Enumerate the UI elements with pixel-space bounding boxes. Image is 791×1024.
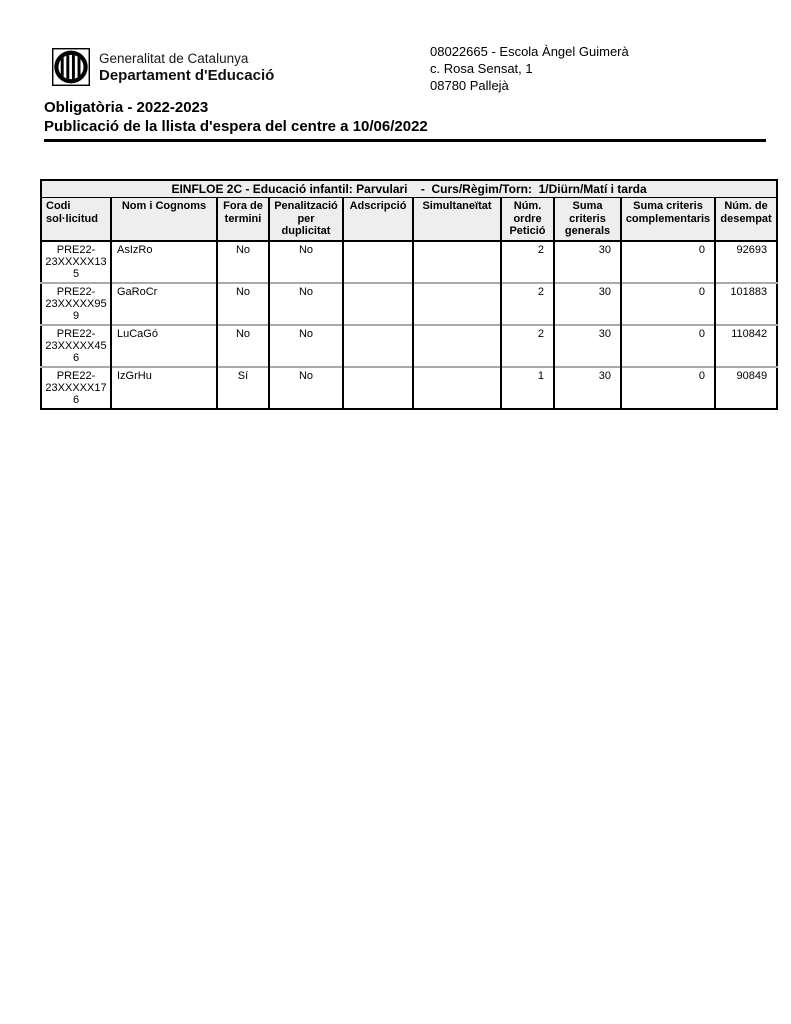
cell-penalitzacio: No <box>269 367 343 409</box>
org-name: Generalitat de Catalunya <box>99 50 249 66</box>
cell-nom-i-cognoms: LuCaGó <box>111 325 217 367</box>
column-header-adscripcio: Adscripció <box>343 198 413 241</box>
table-title: EINFLOE 2C - Educació infantil: Parvulari - Curs/Règim/Torn: 1/Diürn/Matí i tarda <box>41 180 777 198</box>
cell-penalitzacio: No <box>269 325 343 367</box>
cell-simultaneitat <box>413 241 501 283</box>
cell-adscripcio <box>343 325 413 367</box>
column-header-nom-i-cognoms: Nom i Cognoms <box>111 198 217 241</box>
publication-title: Publicació de la llista d'espera del centre a 10/06/2022 <box>44 118 428 135</box>
generalitat-logo-icon <box>52 48 90 86</box>
cell-suma-criteris-complementaris: 0 <box>621 325 715 367</box>
cell-fora-de-termini: Sí <box>217 367 269 409</box>
waiting-list-table <box>40 179 778 410</box>
waiting-list-table-wrap <box>40 179 776 410</box>
org-department: Departament d'Educació <box>99 66 275 84</box>
cell-nom-i-cognoms: IzGrHu <box>111 367 217 409</box>
cell-fora-de-termini: No <box>217 325 269 367</box>
cell-num-ordre-peticio: 1 <box>501 367 554 409</box>
cell-simultaneitat <box>413 367 501 409</box>
cell-nom-i-cognoms: GaRoCr <box>111 283 217 325</box>
column-header-simultaneitat: Simultaneïtat <box>413 198 501 241</box>
cell-codi-sollicitud: PRE22-23XXXXX456 <box>41 325 111 367</box>
cell-suma-criteris-complementaris: 0 <box>621 241 715 283</box>
school-street: c. Rosa Sensat, 1 <box>430 61 533 76</box>
cell-num-de-desempat: 92693 <box>715 241 777 283</box>
cell-codi-sollicitud: PRE22-23XXXXX135 <box>41 241 111 283</box>
cell-penalitzacio: No <box>269 241 343 283</box>
cell-num-de-desempat: 90849 <box>715 367 777 409</box>
cell-suma-criteris-generals: 30 <box>554 325 621 367</box>
column-header-fora-de-termini: Fora de termini <box>217 198 269 241</box>
table-header-row <box>41 198 777 241</box>
cell-suma-criteris-complementaris: 0 <box>621 367 715 409</box>
stage-year-heading: Obligatòria - 2022-2023 <box>44 99 209 116</box>
cell-adscripcio <box>343 367 413 409</box>
school-postal-city: 08780 Pallejà <box>430 78 509 93</box>
cell-num-ordre-peticio: 2 <box>501 241 554 283</box>
cell-suma-criteris-generals: 30 <box>554 241 621 283</box>
column-header-num-de-desempat: Núm. de desempat <box>715 198 777 241</box>
cell-suma-criteris-generals: 30 <box>554 367 621 409</box>
cell-num-de-desempat: 110842 <box>715 325 777 367</box>
cell-num-ordre-peticio: 2 <box>501 325 554 367</box>
column-header-num-ordre-peticio: Núm. ordre Petició <box>501 198 554 241</box>
cell-fora-de-termini: No <box>217 283 269 325</box>
cell-codi-sollicitud: PRE22-23XXXXX176 <box>41 367 111 409</box>
cell-nom-i-cognoms: AsIzRo <box>111 241 217 283</box>
school-address-block <box>430 43 629 94</box>
table-title-row <box>41 180 777 198</box>
table-row <box>41 241 777 283</box>
table-row <box>41 367 777 409</box>
cell-fora-de-termini: No <box>217 241 269 283</box>
school-code-and-name: 08022665 - Escola Àngel Guimerà <box>430 44 629 59</box>
cell-codi-sollicitud: PRE22-23XXXXX959 <box>41 283 111 325</box>
cell-num-de-desempat: 101883 <box>715 283 777 325</box>
cell-suma-criteris-generals: 30 <box>554 283 621 325</box>
header-brand <box>52 48 274 86</box>
cell-num-ordre-peticio: 2 <box>501 283 554 325</box>
cell-simultaneitat <box>413 325 501 367</box>
cell-adscripcio <box>343 283 413 325</box>
org-name-block <box>99 51 274 84</box>
column-header-suma-criteris-complementaris: Suma criteris complementaris <box>621 198 715 241</box>
cell-penalitzacio: No <box>269 283 343 325</box>
cell-adscripcio <box>343 241 413 283</box>
document-heading-block <box>44 98 766 142</box>
cell-suma-criteris-complementaris: 0 <box>621 283 715 325</box>
table-row <box>41 283 777 325</box>
column-header-suma-criteris-generals: Suma criteris generals <box>554 198 621 241</box>
cell-simultaneitat <box>413 283 501 325</box>
table-row <box>41 325 777 367</box>
column-header-penalitzacio: Penalització per duplicitat <box>269 198 343 241</box>
column-header-codi-sollicitud: Codi sol·licitud <box>41 198 111 241</box>
